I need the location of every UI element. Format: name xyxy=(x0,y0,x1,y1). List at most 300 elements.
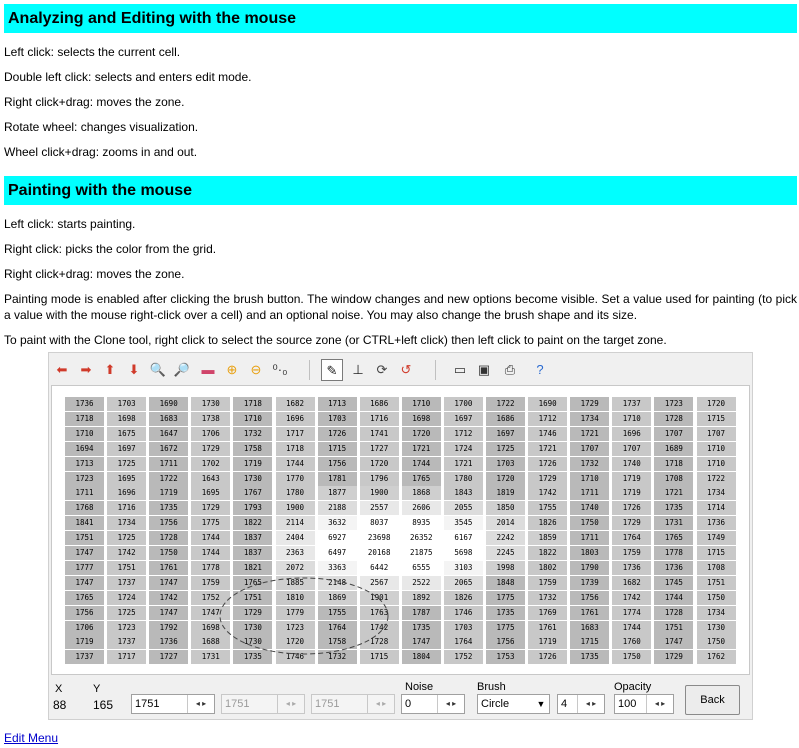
grid-cell[interactable]: 1725 xyxy=(486,442,525,456)
grid-cell[interactable]: 1778 xyxy=(654,546,693,560)
grid-cell[interactable]: 1793 xyxy=(233,501,272,515)
refresh-icon[interactable]: ⟳ xyxy=(376,362,388,377)
grid-cell[interactable]: 8935 xyxy=(402,516,441,530)
grid-cell[interactable]: 1822 xyxy=(233,516,272,530)
data-grid[interactable] xyxy=(65,397,739,665)
spinner-arrows-icon[interactable]: ◂ ▸ xyxy=(646,695,673,713)
grid-cell[interactable]: 1697 xyxy=(107,442,146,456)
grid-cell[interactable]: 1721 xyxy=(402,442,441,456)
grid-cell[interactable]: 1752 xyxy=(444,650,483,664)
arrow-left-icon[interactable]: ⬅ xyxy=(56,362,68,377)
grid-cell[interactable]: 1729 xyxy=(612,516,651,530)
grid-cell[interactable]: 1736 xyxy=(612,561,651,575)
grid-cell[interactable]: 1711 xyxy=(65,486,104,500)
grid-cell[interactable]: 1728 xyxy=(360,635,399,649)
grid-cell[interactable]: 1841 xyxy=(65,516,104,530)
grid-cell[interactable]: 1711 xyxy=(149,457,188,471)
grid-cell[interactable]: 1758 xyxy=(318,635,357,649)
grid-cell[interactable]: 1819 xyxy=(486,486,525,500)
grid-cell[interactable]: 1732 xyxy=(528,591,567,605)
grid-cell[interactable]: 1723 xyxy=(107,621,146,635)
grid-cell[interactable]: 1706 xyxy=(65,621,104,635)
decrease-icon[interactable]: ⊖ xyxy=(250,362,262,377)
grid-cell[interactable]: 1742 xyxy=(612,591,651,605)
grid-cell[interactable]: 1718 xyxy=(276,442,315,456)
grid-cell[interactable]: 1756 xyxy=(149,516,188,530)
grid-cell[interactable]: 1715 xyxy=(360,650,399,664)
grid-cell[interactable]: 1901 xyxy=(360,591,399,605)
grid-cell[interactable]: 1774 xyxy=(612,606,651,620)
grid-cell[interactable]: 1722 xyxy=(486,397,525,411)
spinner-arrows-icon[interactable]: ◂ ▸ xyxy=(437,695,464,713)
grid-cell[interactable]: 1729 xyxy=(233,606,272,620)
grid-cell[interactable]: 1765 xyxy=(65,591,104,605)
grid-cell[interactable]: 2557 xyxy=(360,501,399,515)
grid-cell[interactable]: 1702 xyxy=(191,457,230,471)
grid-cell[interactable]: 1707 xyxy=(654,427,693,441)
grid-cell[interactable]: 1758 xyxy=(233,442,272,456)
grid-cell[interactable]: 1713 xyxy=(318,397,357,411)
grid-cell[interactable]: 1647 xyxy=(149,427,188,441)
grid-cell[interactable]: 1736 xyxy=(697,516,736,530)
grid-cell[interactable]: 1727 xyxy=(149,650,188,664)
grid-cell[interactable]: 1698 xyxy=(402,412,441,426)
grid-cell[interactable]: 1780 xyxy=(444,472,483,486)
grid-cell[interactable]: 3103 xyxy=(444,561,483,575)
grid-cell[interactable]: 1747 xyxy=(149,606,188,620)
grid-cell[interactable]: 1708 xyxy=(697,561,736,575)
grid-cell[interactable]: 1744 xyxy=(612,621,651,635)
grid-cell[interactable]: 1740 xyxy=(612,457,651,471)
grid-cell[interactable]: 1735 xyxy=(486,606,525,620)
grid-cell[interactable]: 1732 xyxy=(570,457,609,471)
grid-cell[interactable]: 1698 xyxy=(191,621,230,635)
grid-cell[interactable]: 1734 xyxy=(697,606,736,620)
grid-cell[interactable]: 1742 xyxy=(360,621,399,635)
grid-cell[interactable]: 20168 xyxy=(360,546,399,560)
grid-cell[interactable]: 2014 xyxy=(486,516,525,530)
zoom-out-icon[interactable]: 🔎 xyxy=(173,362,191,377)
grid-cell[interactable]: 2567 xyxy=(360,576,399,590)
grid-panel[interactable] xyxy=(51,385,750,675)
grid-cell[interactable]: 1770 xyxy=(276,472,315,486)
grid-cell[interactable]: 1790 xyxy=(570,561,609,575)
brush-size-spinner[interactable] xyxy=(557,694,605,714)
grid-cell[interactable]: 1726 xyxy=(318,427,357,441)
grid-cell[interactable]: 1747 xyxy=(654,635,693,649)
preview-icon[interactable]: ▣ xyxy=(477,362,491,377)
grid-cell[interactable]: 1703 xyxy=(486,457,525,471)
grid-cell[interactable]: 1837 xyxy=(233,546,272,560)
grid-cell[interactable]: 1696 xyxy=(107,486,146,500)
grid-cell[interactable]: 1712 xyxy=(444,427,483,441)
grid-cell[interactable]: 1703 xyxy=(444,621,483,635)
grid-cell[interactable]: 1730 xyxy=(191,397,230,411)
grid-cell[interactable]: 2072 xyxy=(276,561,315,575)
grid-cell[interactable]: 1720 xyxy=(402,427,441,441)
grid-cell[interactable]: 1740 xyxy=(570,501,609,515)
undo-icon[interactable]: ↺ xyxy=(400,362,412,377)
grid-cell[interactable]: 5698 xyxy=(444,546,483,560)
grid-cell[interactable]: 1716 xyxy=(107,501,146,515)
grid-cell[interactable]: 1761 xyxy=(528,621,567,635)
grid-cell[interactable]: 2114 xyxy=(276,516,315,530)
grid-cell[interactable]: 1715 xyxy=(697,546,736,560)
grid-cell[interactable]: 1764 xyxy=(444,635,483,649)
grid-cell[interactable]: 1682 xyxy=(276,397,315,411)
grid-cell[interactable]: 1735 xyxy=(402,621,441,635)
grid-cell[interactable]: 1710 xyxy=(402,397,441,411)
grid-cell[interactable]: 1700 xyxy=(444,397,483,411)
noise-spinner[interactable] xyxy=(401,694,465,714)
grid-cell[interactable]: 8037 xyxy=(360,516,399,530)
grid-cell[interactable]: 1744 xyxy=(654,591,693,605)
grid-cell[interactable]: 1746 xyxy=(444,606,483,620)
arrow-up-icon[interactable]: ⬆ xyxy=(104,362,116,377)
grid-cell[interactable]: 1710 xyxy=(697,457,736,471)
grid-cell[interactable]: 1734 xyxy=(697,486,736,500)
grid-cell[interactable]: 1737 xyxy=(65,650,104,664)
grid-cell[interactable]: 1756 xyxy=(570,591,609,605)
grid-cell[interactable]: 1718 xyxy=(233,397,272,411)
grid-cell[interactable]: 1751 xyxy=(107,561,146,575)
grid-cell[interactable]: 1690 xyxy=(149,397,188,411)
grid-cell[interactable]: 1744 xyxy=(191,546,230,560)
grid-cell[interactable]: 1751 xyxy=(65,531,104,545)
grid-cell[interactable]: 1764 xyxy=(612,531,651,545)
grid-cell[interactable]: 1737 xyxy=(107,635,146,649)
grid-cell[interactable]: 1737 xyxy=(107,576,146,590)
grid-cell[interactable]: 1719 xyxy=(528,635,567,649)
grid-cell[interactable]: 1765 xyxy=(402,472,441,486)
spinner-arrows-icon[interactable]: ◂ ▸ xyxy=(577,695,604,713)
grid-cell[interactable]: 1725 xyxy=(107,606,146,620)
grid-cell[interactable]: 1735 xyxy=(149,501,188,515)
grid-cell[interactable]: 1708 xyxy=(654,472,693,486)
grid-cell[interactable]: 1885 xyxy=(276,576,315,590)
decimals-icon[interactable]: ⁰·₀ xyxy=(272,362,288,377)
grid-cell[interactable]: 1735 xyxy=(654,501,693,515)
grid-cell[interactable]: 1715 xyxy=(697,412,736,426)
grid-cell[interactable]: 1703 xyxy=(107,397,146,411)
grid-cell[interactable]: 1822 xyxy=(528,546,567,560)
grid-cell[interactable]: 1711 xyxy=(570,486,609,500)
grid-cell[interactable]: 1730 xyxy=(233,621,272,635)
grid-cell[interactable]: 1803 xyxy=(570,546,609,560)
grid-cell[interactable]: 1741 xyxy=(360,427,399,441)
grid-cell[interactable]: 1696 xyxy=(276,412,315,426)
grid-cell[interactable]: 1721 xyxy=(570,427,609,441)
grid-cell[interactable]: 1738 xyxy=(191,412,230,426)
grid-cell[interactable]: 1736 xyxy=(65,397,104,411)
grid-cell[interactable]: 1732 xyxy=(233,427,272,441)
grid-cell[interactable]: 1728 xyxy=(654,606,693,620)
grid-cell[interactable]: 1762 xyxy=(697,650,736,664)
grid-cell[interactable]: 1744 xyxy=(191,531,230,545)
grid-cell[interactable]: 1713 xyxy=(65,457,104,471)
grid-cell[interactable]: 1710 xyxy=(612,412,651,426)
grid-cell[interactable]: 1725 xyxy=(107,531,146,545)
grid-cell[interactable]: 1848 xyxy=(486,576,525,590)
grid-cell[interactable]: 1729 xyxy=(528,472,567,486)
grid-cell[interactable]: 1787 xyxy=(402,606,441,620)
grid-cell[interactable]: 6442 xyxy=(360,561,399,575)
grid-cell[interactable]: 1810 xyxy=(276,591,315,605)
grid-cell[interactable]: 1683 xyxy=(149,412,188,426)
grid-cell[interactable]: 1729 xyxy=(191,501,230,515)
grid-cell[interactable]: 1752 xyxy=(191,591,230,605)
grid-cell[interactable]: 1722 xyxy=(697,472,736,486)
grid-cell[interactable]: 1747 xyxy=(402,635,441,649)
grid-cell[interactable]: 1710 xyxy=(65,427,104,441)
grid-cell[interactable]: 1744 xyxy=(276,457,315,471)
print-icon[interactable]: ⎙ xyxy=(504,362,516,377)
grid-cell[interactable]: 1751 xyxy=(654,621,693,635)
grid-cell[interactable]: 1719 xyxy=(612,472,651,486)
grid-cell[interactable]: 1759 xyxy=(191,576,230,590)
grid-cell[interactable]: 1686 xyxy=(486,412,525,426)
grid-cell[interactable]: 1761 xyxy=(570,606,609,620)
grid-cell[interactable]: 1775 xyxy=(486,591,525,605)
grid-cell[interactable]: 1717 xyxy=(276,427,315,441)
grid-cell[interactable]: 1756 xyxy=(65,606,104,620)
grid-cell[interactable]: 1749 xyxy=(697,531,736,545)
grid-cell[interactable]: 1726 xyxy=(528,457,567,471)
grid-cell[interactable]: 1728 xyxy=(149,531,188,545)
grid-cell[interactable]: 2245 xyxy=(486,546,525,560)
grid-cell[interactable]: 1746 xyxy=(276,650,315,664)
grid-cell[interactable]: 1781 xyxy=(318,472,357,486)
grid-cell[interactable]: 1850 xyxy=(486,501,525,515)
grid-cell[interactable]: 1686 xyxy=(360,397,399,411)
grid-cell[interactable]: 1734 xyxy=(570,412,609,426)
grid-cell[interactable]: 1750 xyxy=(697,635,736,649)
grid-cell[interactable]: 2522 xyxy=(402,576,441,590)
grid-cell[interactable]: 1694 xyxy=(65,442,104,456)
grid-cell[interactable]: 1730 xyxy=(233,472,272,486)
grid-cell[interactable]: 2363 xyxy=(276,546,315,560)
grid-cell[interactable]: 1711 xyxy=(570,531,609,545)
select-rect-icon[interactable]: ▬ xyxy=(201,362,215,377)
grid-cell[interactable]: 1763 xyxy=(360,606,399,620)
grid-cell[interactable]: 1747 xyxy=(149,576,188,590)
grid-cell[interactable]: 1750 xyxy=(149,546,188,560)
grid-cell[interactable]: 6497 xyxy=(318,546,357,560)
grid-cell[interactable]: 1697 xyxy=(486,427,525,441)
spinner-arrows-icon[interactable]: ◂ ▸ xyxy=(187,695,214,713)
grid-cell[interactable]: 1750 xyxy=(612,650,651,664)
grid-cell[interactable]: 1675 xyxy=(107,427,146,441)
grid-cell[interactable]: 1724 xyxy=(107,591,146,605)
arrow-down-icon[interactable]: ⬇ xyxy=(128,362,140,377)
grid-cell[interactable]: 1792 xyxy=(149,621,188,635)
grid-cell[interactable]: 2242 xyxy=(486,531,525,545)
grid-cell[interactable]: 1672 xyxy=(149,442,188,456)
grid-cell[interactable]: 1764 xyxy=(318,621,357,635)
grid-cell[interactable]: 1775 xyxy=(486,621,525,635)
grid-cell[interactable]: 1804 xyxy=(402,650,441,664)
grid-cell[interactable]: 1998 xyxy=(486,561,525,575)
clone-stamp-icon[interactable]: ⊥ xyxy=(352,362,364,377)
grid-cell[interactable]: 1900 xyxy=(360,486,399,500)
grid-cell[interactable]: 1721 xyxy=(528,442,567,456)
grid-cell[interactable]: 1698 xyxy=(107,412,146,426)
grid-cell[interactable]: 1868 xyxy=(402,486,441,500)
grid-cell[interactable]: 1756 xyxy=(318,457,357,471)
grid-cell[interactable]: 1742 xyxy=(149,591,188,605)
grid-cell[interactable]: 1719 xyxy=(612,486,651,500)
grid-cell[interactable]: 1710 xyxy=(570,472,609,486)
grid-cell[interactable]: 1729 xyxy=(191,442,230,456)
grid-cell[interactable]: 1802 xyxy=(528,561,567,575)
grid-cell[interactable]: 1723 xyxy=(276,621,315,635)
grid-cell[interactable]: 1731 xyxy=(191,650,230,664)
grid-cell[interactable]: 2148 xyxy=(318,576,357,590)
grid-cell[interactable]: 2055 xyxy=(444,501,483,515)
grid-cell[interactable]: 1892 xyxy=(402,591,441,605)
grid-cell[interactable]: 1726 xyxy=(612,501,651,515)
grid-cell[interactable]: 1712 xyxy=(528,412,567,426)
grid-cell[interactable]: 1753 xyxy=(486,650,525,664)
window-icon[interactable]: ▭ xyxy=(453,362,467,377)
grid-cell[interactable]: 1729 xyxy=(570,397,609,411)
grid-cell[interactable]: 1710 xyxy=(233,412,272,426)
grid-cell[interactable]: 1720 xyxy=(360,457,399,471)
grid-cell[interactable]: 1843 xyxy=(444,486,483,500)
grid-cell[interactable]: 1869 xyxy=(318,591,357,605)
grid-cell[interactable]: 1683 xyxy=(570,621,609,635)
grid-cell[interactable]: 1727 xyxy=(360,442,399,456)
grid-cell[interactable]: 1765 xyxy=(654,531,693,545)
grid-cell[interactable]: 1724 xyxy=(444,442,483,456)
grid-cell[interactable]: 1714 xyxy=(697,501,736,515)
brush-shape-select[interactable] xyxy=(477,694,550,714)
grid-cell[interactable]: 1737 xyxy=(612,397,651,411)
grid-cell[interactable]: 1690 xyxy=(528,397,567,411)
arrow-right-icon[interactable]: ➡ xyxy=(80,362,92,377)
grid-cell[interactable]: 1734 xyxy=(107,516,146,530)
grid-cell[interactable]: 1778 xyxy=(191,561,230,575)
grid-cell[interactable]: 1723 xyxy=(654,397,693,411)
grid-cell[interactable]: 1739 xyxy=(570,576,609,590)
grid-cell[interactable]: 1695 xyxy=(191,486,230,500)
grid-cell[interactable]: 1821 xyxy=(233,561,272,575)
grid-cell[interactable]: 1759 xyxy=(612,546,651,560)
grid-cell[interactable]: 1769 xyxy=(528,606,567,620)
increase-icon[interactable]: ⊕ xyxy=(226,362,238,377)
grid-cell[interactable]: 2404 xyxy=(276,531,315,545)
grid-cell[interactable]: 21875 xyxy=(402,546,441,560)
grid-cell[interactable]: 1775 xyxy=(191,516,230,530)
grid-cell[interactable]: 1719 xyxy=(65,635,104,649)
grid-cell[interactable]: 1837 xyxy=(233,531,272,545)
grid-cell[interactable]: 1765 xyxy=(233,576,272,590)
grid-cell[interactable]: 1720 xyxy=(486,472,525,486)
grid-cell[interactable]: 1729 xyxy=(654,650,693,664)
grid-cell[interactable]: 1721 xyxy=(654,486,693,500)
grid-cell[interactable]: 1717 xyxy=(107,650,146,664)
grid-cell[interactable]: 1720 xyxy=(276,635,315,649)
grid-cell[interactable]: 1760 xyxy=(612,635,651,649)
grid-cell[interactable]: 1747 xyxy=(65,546,104,560)
grid-cell[interactable]: 1744 xyxy=(402,457,441,471)
grid-cell[interactable]: 1719 xyxy=(149,486,188,500)
grid-cell[interactable]: 1755 xyxy=(528,501,567,515)
grid-cell[interactable]: 6927 xyxy=(318,531,357,545)
grid-cell[interactable]: 2606 xyxy=(402,501,441,515)
paint-value-spinner[interactable] xyxy=(131,694,215,714)
grid-cell[interactable]: 6167 xyxy=(444,531,483,545)
grid-cell[interactable]: 1697 xyxy=(444,412,483,426)
grid-cell[interactable]: 1696 xyxy=(612,427,651,441)
grid-cell[interactable]: 1731 xyxy=(654,516,693,530)
grid-cell[interactable]: 1751 xyxy=(233,591,272,605)
grid-cell[interactable]: 1736 xyxy=(149,635,188,649)
grid-cell[interactable]: 1751 xyxy=(697,576,736,590)
grid-cell[interactable]: 26352 xyxy=(402,531,441,545)
grid-cell[interactable]: 1735 xyxy=(233,650,272,664)
grid-cell[interactable]: 1900 xyxy=(276,501,315,515)
grid-cell[interactable]: 1716 xyxy=(360,412,399,426)
grid-cell[interactable]: 1767 xyxy=(233,486,272,500)
back-button[interactable]: Back xyxy=(685,685,740,715)
grid-cell[interactable]: 1710 xyxy=(697,442,736,456)
grid-cell[interactable]: 1695 xyxy=(107,472,146,486)
grid-cell[interactable]: 1718 xyxy=(654,457,693,471)
grid-cell[interactable]: 1706 xyxy=(191,427,230,441)
grid-cell[interactable]: 1688 xyxy=(191,635,230,649)
grid-cell[interactable]: 1859 xyxy=(528,531,567,545)
grid-cell[interactable]: 1747 xyxy=(65,576,104,590)
grid-cell[interactable]: 1780 xyxy=(276,486,315,500)
grid-cell[interactable]: 2188 xyxy=(318,501,357,515)
grid-cell[interactable]: 3545 xyxy=(444,516,483,530)
grid-cell[interactable]: 1707 xyxy=(570,442,609,456)
grid-cell[interactable]: 1768 xyxy=(65,501,104,515)
grid-cell[interactable]: 1826 xyxy=(528,516,567,530)
help-icon[interactable]: ? xyxy=(536,362,544,377)
grid-cell[interactable]: 1707 xyxy=(697,427,736,441)
grid-cell[interactable]: 1723 xyxy=(65,472,104,486)
grid-cell[interactable]: 1746 xyxy=(528,427,567,441)
grid-cell[interactable]: 1689 xyxy=(654,442,693,456)
grid-cell[interactable]: 1777 xyxy=(65,561,104,575)
grid-cell[interactable]: 3632 xyxy=(318,516,357,530)
grid-cell[interactable]: 1682 xyxy=(612,576,651,590)
grid-cell[interactable]: 1736 xyxy=(654,561,693,575)
grid-cell[interactable]: 1750 xyxy=(697,591,736,605)
grid-cell[interactable]: 1732 xyxy=(318,650,357,664)
grid-cell[interactable]: 2065 xyxy=(444,576,483,590)
grid-cell[interactable]: 1715 xyxy=(318,442,357,456)
grid-cell[interactable]: 1877 xyxy=(318,486,357,500)
grid-cell[interactable]: 1726 xyxy=(528,650,567,664)
grid-cell[interactable]: 1755 xyxy=(318,606,357,620)
grid-cell[interactable]: 1725 xyxy=(107,457,146,471)
grid-cell[interactable]: 1719 xyxy=(233,457,272,471)
grid-cell[interactable]: 23698 xyxy=(360,531,399,545)
grid-cell[interactable]: 6555 xyxy=(402,561,441,575)
grid-cell[interactable]: 1643 xyxy=(191,472,230,486)
brush-icon[interactable]: ✎ xyxy=(321,359,343,381)
grid-cell[interactable]: 1728 xyxy=(654,412,693,426)
edit-menu-link[interactable]: Edit Menu xyxy=(4,731,59,745)
grid-cell[interactable]: 1715 xyxy=(570,635,609,649)
grid-cell[interactable]: 1826 xyxy=(444,591,483,605)
grid-cell[interactable]: 1722 xyxy=(149,472,188,486)
grid-cell[interactable]: 1721 xyxy=(444,457,483,471)
grid-cell[interactable]: 1779 xyxy=(276,606,315,620)
